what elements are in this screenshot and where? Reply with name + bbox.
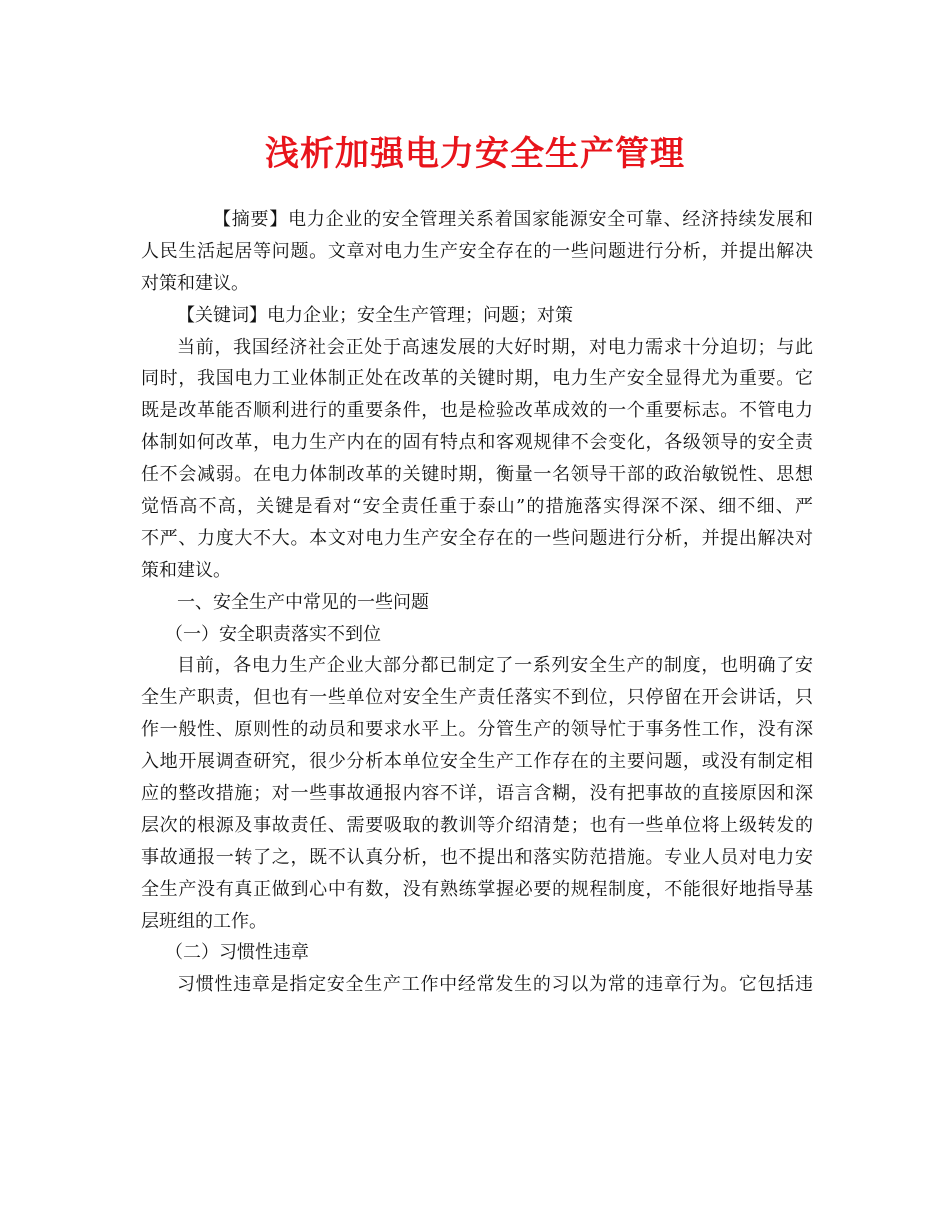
- paragraph-line: 层次的根源及事故责任、需要吸取的教训等介绍清楚；也有一些单位将上级转发的: [141, 814, 813, 836]
- document-title: 浅析加强电力安全生产管理: [265, 134, 685, 174]
- paragraph-line: 入地开展调查研究，很少分析本单位安全生产工作存在的主要问题，或没有制定相: [141, 751, 813, 773]
- paragraph-line: 作一般性、原则性的动员和要求水平上。分管生产的领导忙于事务性工作，没有深: [141, 719, 813, 741]
- paragraph-line: 全生产没有真正做到心中有数，没有熟练掌握必要的规程制度，不能很好地指导基: [141, 878, 813, 900]
- paragraph-line: 任不会减弱。在电力体制改革的关键时期，衡量一名领导干部的政治敏锐性、思想: [141, 464, 813, 486]
- paragraph-line: 觉悟高不高，关键是看对“安全责任重于泰山”的措施落实得深不深、细不细、严: [141, 496, 813, 518]
- paragraph-line: （二）习惯性违章: [165, 942, 309, 964]
- paragraph-line: 事故通报一转了之，既不认真分析，也不提出和落实防范措施。专业人员对电力安: [141, 846, 813, 868]
- paragraph-line: 既是改革能否顺利进行的重要条件，也是检验改革成效的一个重要标志。不管电力: [141, 400, 813, 422]
- paragraph-line: （一）安全职责落实不到位: [165, 623, 381, 645]
- paragraph-line: 不严、力度大不大。本文对电力生产安全存在的一些问题进行分析，并提出解决对: [141, 527, 813, 549]
- paragraph-line: 体制如何改革，电力生产内在的固有特点和客观规律不会变化，各级领导的安全责: [141, 432, 813, 454]
- paragraph-line: 策和建议。: [141, 559, 231, 581]
- paragraph-line: 全生产职责，但也有一些单位对安全生产责任落实不到位，只停留在开会讲话，只: [141, 687, 813, 709]
- document-body: [141, 204, 813, 1001]
- paragraph-line: 当前，我国经济社会正处于高速发展的大好时期，对电力需求十分迫切；与此: [177, 336, 813, 358]
- paragraph-line: 同时，我国电力工业体制正处在改革的关键时期，电力生产安全显得尤为重要。它: [141, 368, 813, 390]
- paragraph-line: 目前，各电力生产企业大部分都已制定了一系列安全生产的制度，也明确了安: [177, 655, 813, 677]
- paragraph-line: 对策和建议。: [141, 272, 249, 294]
- paragraph-line: 层班组的工作。: [141, 910, 267, 932]
- paragraph-line: 人民生活起居等问题。文章对电力生产安全存在的一些问题进行分析，并提出解决: [141, 240, 813, 262]
- paragraph-line: 【摘要】电力企业的安全管理关系着国家能源安全可靠、经济持续发展和: [213, 209, 813, 230]
- paragraph-line: 【关键词】电力企业；安全生产管理；问题；对策: [177, 304, 573, 326]
- paragraph-line: 习惯性违章是指定安全生产工作中经常发生的习以为常的违章行为。它包括违: [177, 974, 813, 996]
- paragraph-line: 一、安全生产中常见的一些问题: [177, 591, 429, 613]
- paragraph-line: 应的整改措施；对一些事故通报内容不详，语言含糊，没有把事故的直接原因和深: [141, 783, 813, 805]
